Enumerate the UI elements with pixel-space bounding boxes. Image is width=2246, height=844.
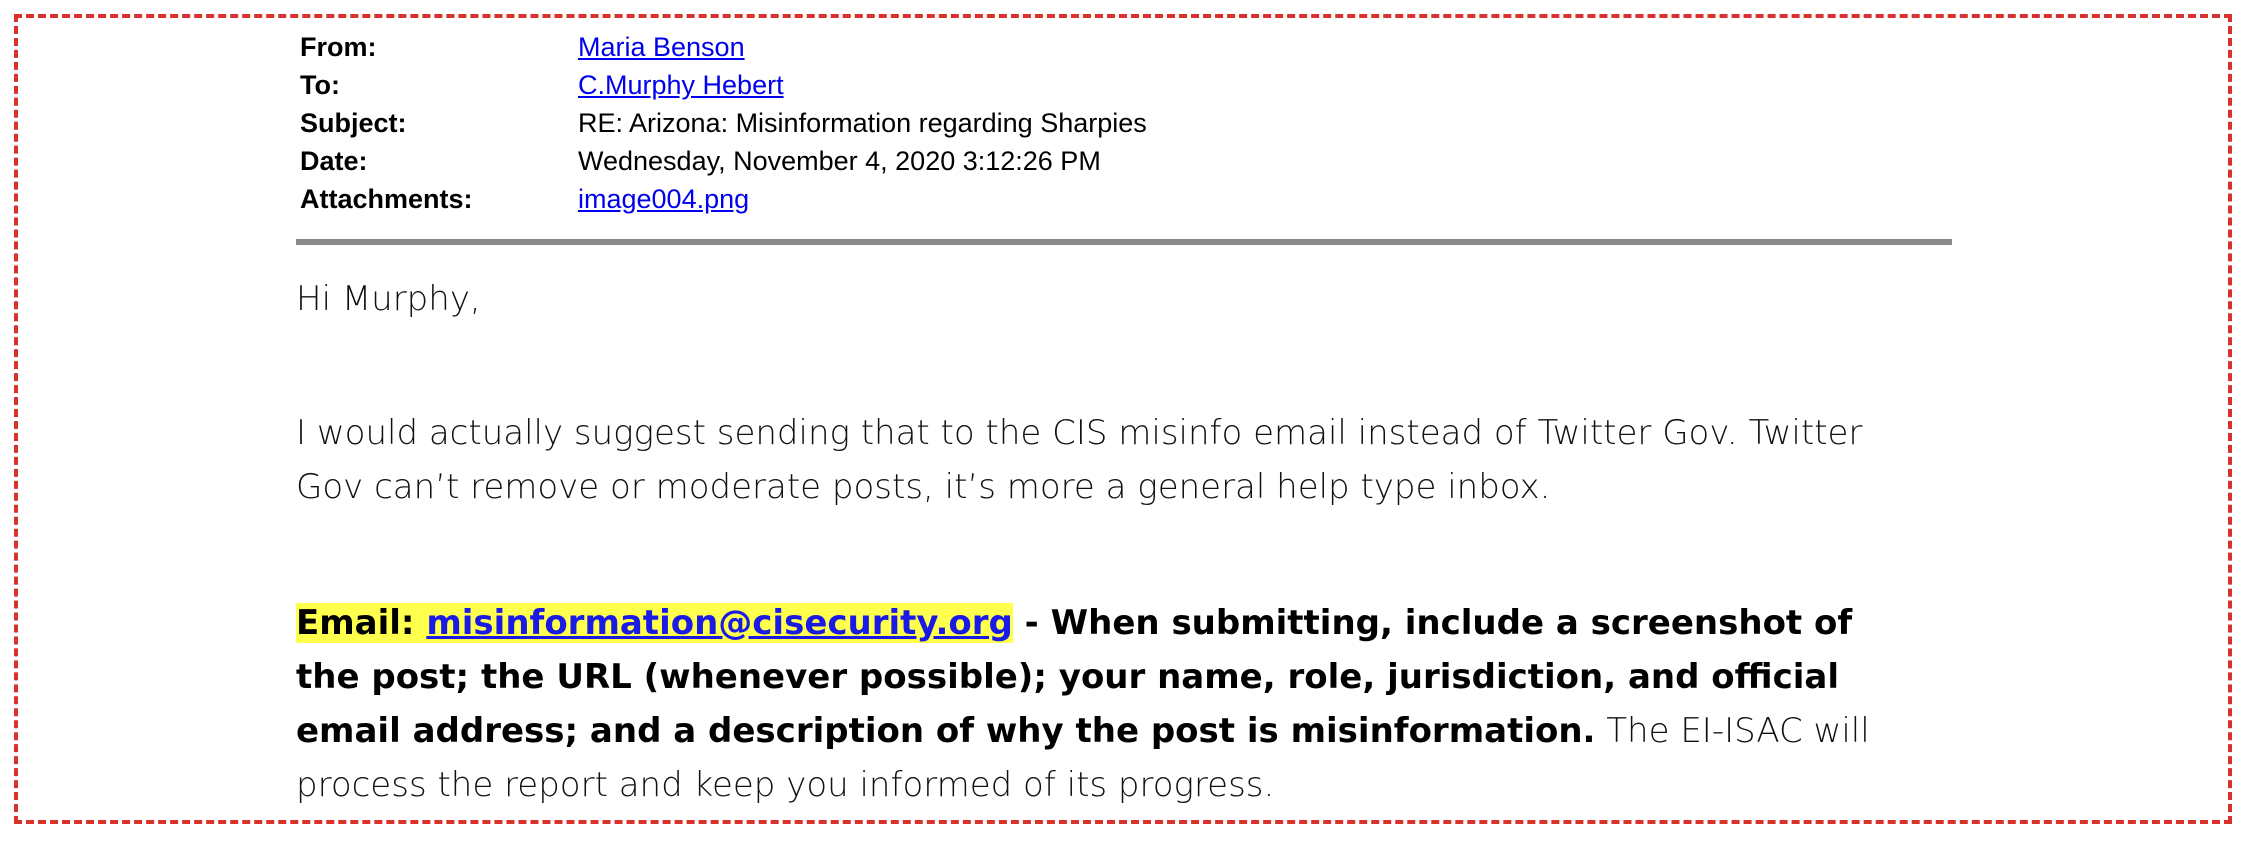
date-label: Date:	[300, 146, 368, 176]
instructions-bold: - When submitting, include a screenshot of the post; the URL (whenever possible); your name, role, jurisdiction, and official email address; and a description of why the post is misinformation.	[296, 603, 1853, 751]
header-row-from	[300, 28, 1147, 66]
from-label: From:	[300, 32, 377, 62]
header-row-subject	[300, 104, 1147, 142]
date-value: Wednesday, November 4, 2020 3:12:26 PM	[578, 146, 1101, 176]
header-row-attachments	[300, 180, 1147, 218]
email-header	[300, 28, 1147, 218]
to-link[interactable]: C.Murphy Hebert	[578, 70, 784, 100]
email-highlight	[296, 603, 1013, 643]
body-paragraph-2	[296, 596, 1916, 812]
header-row-date	[300, 142, 1147, 180]
attachments-label: Attachments:	[300, 184, 473, 214]
subject-label: Subject:	[300, 108, 407, 138]
from-link[interactable]: Maria Benson	[578, 32, 745, 62]
header-divider	[296, 239, 1952, 245]
greeting: Hi Murphy,	[296, 279, 481, 319]
body-paragraph-1: I would actually suggest sending that to the CIS misinfo email instead of Twitter Gov. Twitter Gov can’t remove or moderate posts, it’s more a general help type inbox.	[296, 413, 1863, 507]
instructions-rest: The EI-ISAC will process the report and keep you informed of its progress.	[296, 711, 1870, 805]
header-row-to	[300, 66, 1147, 104]
attachment-link[interactable]: image004.png	[578, 184, 750, 214]
subject-value: RE: Arizona: Misinformation regarding Sharpies	[578, 108, 1147, 138]
email-label: Email:	[296, 603, 427, 643]
to-label: To:	[300, 70, 340, 100]
email-address-link[interactable]: misinformation@cisecurity.org	[426, 603, 1013, 643]
